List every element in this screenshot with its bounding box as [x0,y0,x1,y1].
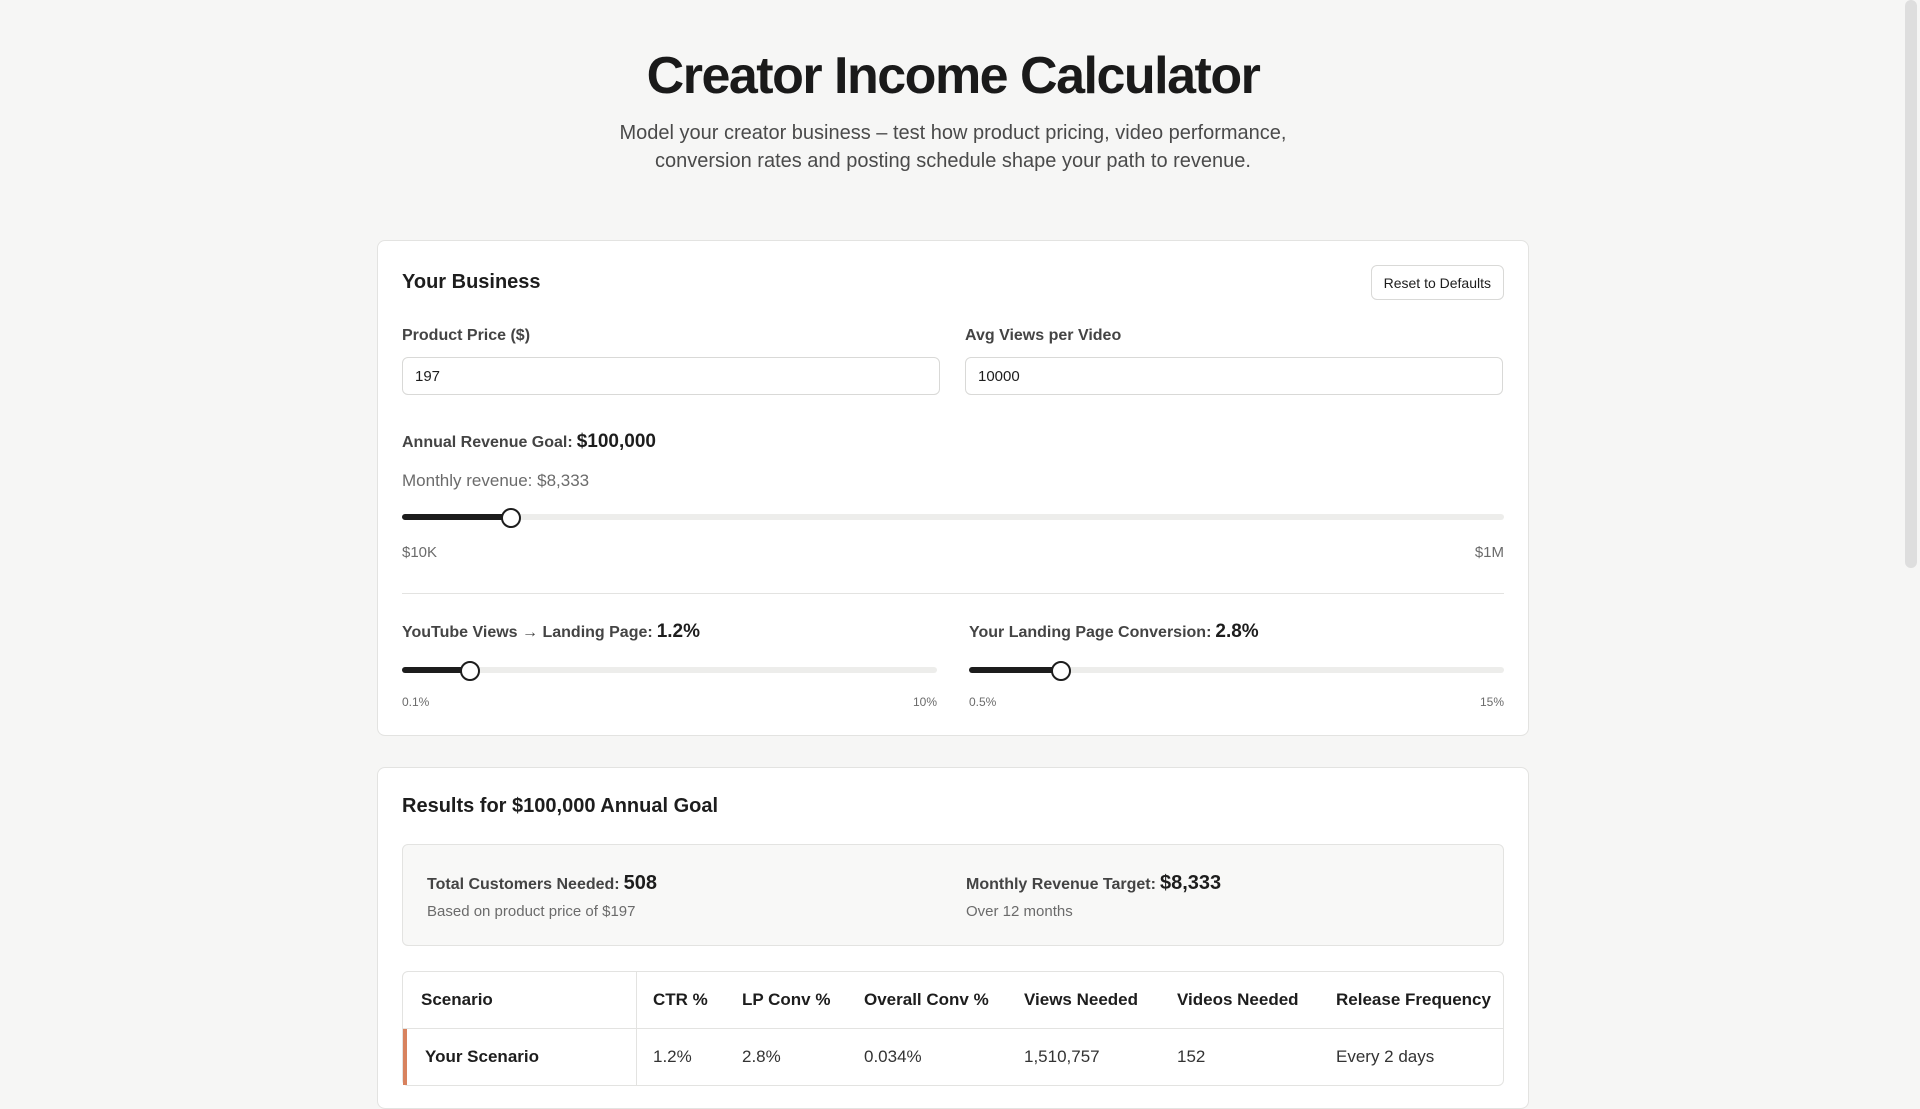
business-card [377,240,1529,736]
ctr-label: YouTube Views → Landing Page: [402,624,653,641]
business-card-title: Your Business [402,271,541,293]
table-cell: 0.034% [864,1047,922,1066]
ctr-slider[interactable] [402,660,937,680]
revenue-goal-label: Annual Revenue Goal: [402,434,573,451]
column-header: Release Frequency [1320,972,1503,1029]
page-scrollbar[interactable] [1903,0,1920,1080]
table-row [403,1029,1503,1085]
column-header: CTR % [637,972,726,1029]
section-divider [402,593,1504,594]
results-card [377,767,1529,1109]
table-cell: 1,510,757 [1024,1047,1100,1066]
page-subtitle: Model your creator business – test how product pricing, video performance, conversion rates and posting schedule shape your path to revenue. [619,122,1287,172]
results-summary [402,844,1504,946]
ctr-max-label: 10% [912,695,937,709]
revenue-goal-slider[interactable] [402,507,1504,527]
lp-conversion-label: Your Landing Page Conversion: [969,624,1212,641]
ctr-slider-thumb[interactable] [460,661,480,681]
column-header: Videos Needed [1161,972,1320,1029]
table-header-row [403,972,1503,1029]
lp-conversion-heading [969,621,1259,643]
column-header: Views Needed [1008,972,1161,1029]
ctr-slider-track[interactable] [402,667,937,673]
ctr-heading [402,621,700,643]
monthly-revenue-text: Monthly revenue: $8,333 [402,471,590,490]
lp-conversion-value: 2.8% [1215,621,1259,642]
customers-needed-value: 508 [623,872,657,894]
lp-conversion-min-label: 0.5% [969,695,997,709]
customers-needed-note: Based on product price of $197 [427,903,636,920]
column-header: LP Conv % [726,972,848,1029]
table-cell: 1.2% [653,1047,692,1066]
revenue-goal-value: $100,000 [576,431,656,452]
lp-conversion-slider-fill [969,667,1060,673]
revenue-goal-slider-thumb[interactable] [501,508,521,528]
results-card-title: Results for $100,000 Annual Goal [402,795,719,817]
page-scrollbar-thumb[interactable] [1905,0,1917,568]
revenue-goal-heading [402,431,656,453]
lp-conversion-slider-thumb[interactable] [1051,661,1071,681]
ctr-value: 1.2% [656,621,701,642]
column-header: Scenario [403,972,637,1029]
monthly-revenue-target-value: $8,333 [1159,872,1222,894]
ctr-slider-fill [402,667,469,673]
scenario-table [402,971,1504,1086]
table-cell-scenario: Your Scenario [403,1029,637,1085]
customers-needed-label: Total Customers Needed: [427,876,620,893]
avg-views-input[interactable] [965,357,1503,395]
table-cell: 2.8% [742,1047,781,1066]
monthly-revenue-target-label: Monthly Revenue Target: [966,876,1156,893]
table-cell: Every 2 days [1336,1047,1435,1066]
revenue-goal-min-label: $10K [402,544,438,561]
lp-conversion-max-label: 15% [1479,695,1504,709]
reset-to-defaults-button[interactable]: Reset to Defaults [1371,265,1504,300]
table-cell: 152 [1177,1047,1206,1066]
ctr-min-label: 0.1% [402,695,430,709]
customers-needed [427,872,657,895]
product-price-label: Product Price ($) [402,327,531,344]
avg-views-label: Avg Views per Video [965,327,1122,344]
column-header: Overall Conv % [848,972,1008,1029]
revenue-goal-max-label: $1M [1474,544,1504,561]
revenue-goal-slider-track[interactable] [402,514,1504,520]
revenue-goal-slider-fill [402,514,510,520]
monthly-revenue-target [966,872,1221,895]
product-price-input[interactable] [402,357,940,395]
page-title: Creator Income Calculator [646,47,1260,105]
lp-conversion-slider[interactable] [969,660,1504,680]
monthly-revenue-target-note: Over 12 months [966,903,1073,920]
